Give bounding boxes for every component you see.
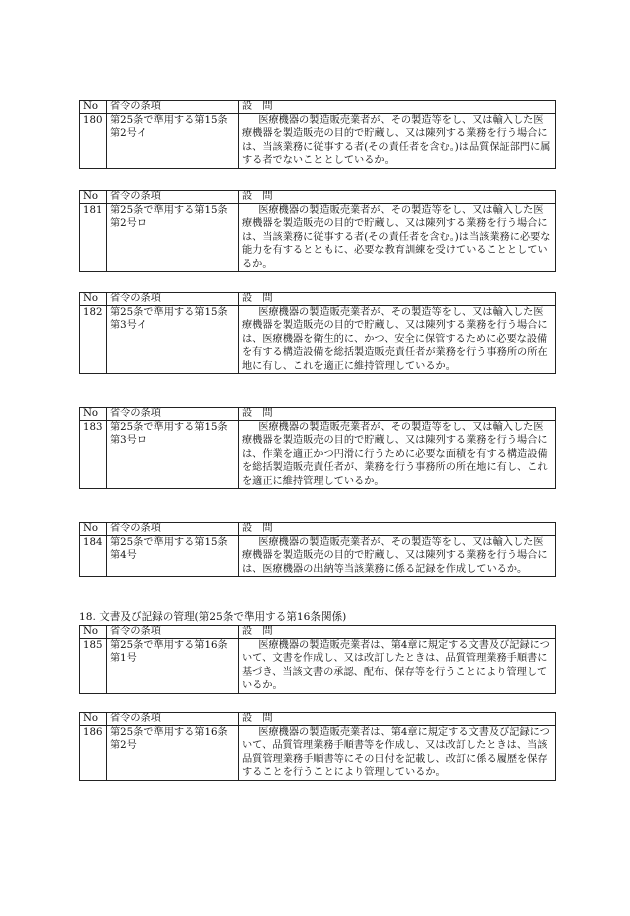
header-question: 設 問 <box>239 191 556 204</box>
header-no: No <box>80 408 107 421</box>
header-provision: 省令の条項 <box>107 626 239 639</box>
question-table-180 <box>79 100 556 169</box>
header-provision: 省令の条項 <box>107 713 239 726</box>
table-header <box>80 293 556 306</box>
item-no: 184 <box>80 536 107 577</box>
header-question: 設 問 <box>239 713 556 726</box>
item-question: 医療機器の製造販売業者が、その製造等をし、又は輸入した医療機器を製造販売の目的で貯蔵し、又は陳列する業務を行う場合には、医療機器を衛生的に、かつ、安全に保管するために必要な設備を有する構造設備を総括製造販売責任者が業務を行う事務所の所在地に有し、これを適正に維持管理しているか。 <box>239 306 556 374</box>
question-table-184 <box>79 522 556 577</box>
item-question: 医療機器の製造販売業者が、その製造等をし、又は輸入した医療機器を製造販売の目的で貯蔵し、又は陳列する業務を行う場合には、作業を適正かつ円滑に行うために必要な面積を有する構造設備を総括製造販売責任者が、業務を行う事務所の所在地に有し、これを適正に維持管理しているか。 <box>239 421 556 489</box>
question-table-181 <box>79 190 556 272</box>
item-no: 180 <box>80 114 107 169</box>
header-no: No <box>80 713 107 726</box>
header-no: No <box>80 191 107 204</box>
table-row <box>80 421 556 489</box>
question-table-182 <box>79 292 556 374</box>
item-question: 医療機器の製造販売業者は、第4章に規定する文書及び記録について、品質管理業務手順書等を作成し、又は改訂したときは、当該品質管理業務手順書等にその日付を記載し、改訂に係る履歴を保存することを行うことにより管理しているか。 <box>239 726 556 781</box>
question-table-185 <box>79 625 556 694</box>
table-header <box>80 191 556 204</box>
header-provision: 省令の条項 <box>107 408 239 421</box>
header-provision: 省令の条項 <box>107 523 239 536</box>
item-provision: 第25条で準用する第15条第3号ロ <box>107 421 239 489</box>
header-question: 設 問 <box>239 523 556 536</box>
item-provision: 第25条で準用する第15条第3号イ <box>107 306 239 374</box>
table-row <box>80 204 556 272</box>
item-provision: 第25条で準用する第16条第2号 <box>107 726 239 781</box>
table-header <box>80 626 556 639</box>
table-row <box>80 306 556 374</box>
header-question: 設 問 <box>239 626 556 639</box>
table-row <box>80 536 556 577</box>
item-question: 医療機器の製造販売業者が、その製造等をし、又は輸入した医療機器を製造販売の目的で貯蔵し、又は陳列する業務を行う場合には、当該業務に従事する者(その責任者を含む。)は品質保証部門に属する者でないこととしているか。 <box>239 114 556 169</box>
header-question: 設 問 <box>239 293 556 306</box>
item-question: 医療機器の製造販売業者は、第4章に規定する文書及び記録について、文書を作成し、又は改訂したときは、品質管理業務手順書に基づき、当該文書の承認、配布、保存等を行うことにより管理しているか。 <box>239 639 556 694</box>
table-header <box>80 713 556 726</box>
table-row <box>80 639 556 694</box>
header-question: 設 問 <box>239 101 556 114</box>
table-header <box>80 523 556 536</box>
item-provision: 第25条で準用する第15条第2号ロ <box>107 204 239 272</box>
header-question: 設 問 <box>239 408 556 421</box>
item-no: 185 <box>80 639 107 694</box>
item-provision: 第25条で準用する第16条第1号 <box>107 639 239 694</box>
item-question: 医療機器の製造販売業者が、その製造等をし、又は輸入した医療機器を製造販売の目的で貯蔵し、又は陳列する業務を行う場合には、医療機器の出納等当該業務に係る記録を作成しているか。 <box>239 536 556 577</box>
question-table-183 <box>79 407 556 489</box>
table-header <box>80 101 556 114</box>
item-question: 医療機器の製造販売業者が、その製造等をし、又は輸入した医療機器を製造販売の目的で貯蔵し、又は陳列する業務を行う場合には、当該業務に従事する者(その責任者を含む。)は当該業務に必要な能力を有するとともに、必要な教育訓練を受けていることとしているか。 <box>239 204 556 272</box>
section-18-heading: 18. 文書及び記録の管理(第25条で準用する第16条関係) <box>79 611 347 623</box>
header-provision: 省令の条項 <box>107 191 239 204</box>
item-no: 183 <box>80 421 107 489</box>
header-provision: 省令の条項 <box>107 101 239 114</box>
table-row <box>80 114 556 169</box>
table-header <box>80 408 556 421</box>
item-provision: 第25条で準用する第15条第2号イ <box>107 114 239 169</box>
item-no: 181 <box>80 204 107 272</box>
header-no: No <box>80 626 107 639</box>
item-provision: 第25条で準用する第15条第4号 <box>107 536 239 577</box>
item-no: 182 <box>80 306 107 374</box>
header-provision: 省令の条項 <box>107 293 239 306</box>
header-no: No <box>80 101 107 114</box>
item-no: 186 <box>80 726 107 781</box>
header-no: No <box>80 293 107 306</box>
header-no: No <box>80 523 107 536</box>
table-row <box>80 726 556 781</box>
question-table-186 <box>79 712 556 781</box>
